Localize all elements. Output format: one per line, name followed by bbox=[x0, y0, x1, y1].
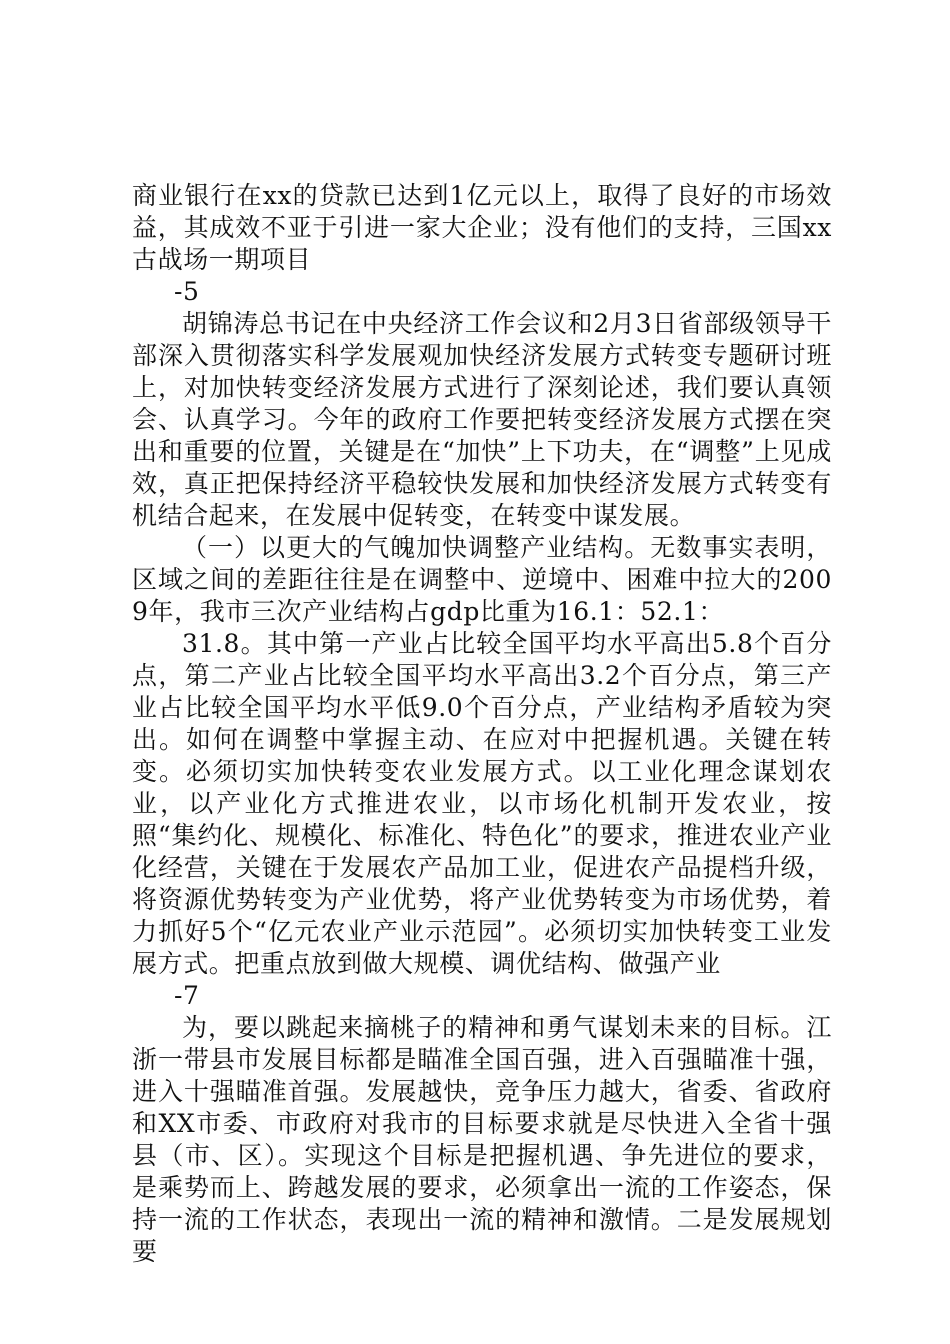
paragraph-loan-summary: 商业银行在xx的贷款已达到1亿元以上，取得了良好的市场效益，其成效不亚于引进一家大企业；没有他们的支持，三国xx古战场一期项目 bbox=[132, 181, 832, 274]
paragraph-economic-transformation: 胡锦涛总书记在中央经济工作会议和2月3日省部级领导干部深入贯彻落实科学发展观加快经济发展方式转变专题研讨班上，对加快转变经济发展方式进行了深刻论述，我们要认真领会、认真学习。今年的政府工作要把转变经济发展方式摆在突出和重要的位置，关键是在“加快”上下功夫，在“调整”上见成效，真正把保持经济平稳较快发展和加快经济发展方式转变有机结合起来，在发展中促转变，在转变中谋发展。 bbox=[132, 309, 832, 530]
paragraph-industrial-structure: （一）以更大的气魄加快调整产业结构。无数事实表明，区域之间的差距往往是在调整中、逆境中、困难中拉大的2009年，我市三次产业结构占gdp比重为16.1：52.1： bbox=[132, 533, 832, 626]
page-marker: -7 bbox=[174, 981, 200, 1010]
paragraph-development-goals: 为，要以跳起来摘桃子的精神和勇气谋划未来的目标。江浙一带县市发展目标都是瞄准全国百强，进入百强瞄准十强，进入十强瞄准首强。发展越快，竞争压力越大，省委、省政府和XX市委、市政府对我市的目标要求就是尽快进入全省十强县（市、区）。实现这个目标是把握机遇、争先进位的要求，是乘势而上、跨越发展的要求，必须拿出一流的工作姿态，保持一流的工作状态，表现出一流的精神和激情。二是发展规划要 bbox=[132, 1013, 832, 1266]
paragraph-industry-ratios: 31.8。其中第一产业占比较全国平均水平高出5.8个百分点，第二产业占比较全国平均水平高出3.2个百分点，第三产业占比较全国平均水平低9.0个百分点，产业结构矛盾较为突出。如何在调整中掌握主动、在应对中把握机遇。关键在转变。必须切实加快转变农业发展方式。以工业化理念谋划农业，以产业化方式推进农业，以市场化机制开发农业，按照“集约化、规模化、标准化、特色化”的要求，推进农业产业化经营，关键在于发展农产品加工业，促进农产品提档升级，将资源优势转变为产业优势，将产业优势转变为市场优势，着力抓好5个“亿元农业产业示范园”。必须切实加快转变工业发展方式。把重点放到做大规模、调优结构、做强产业 bbox=[132, 629, 832, 978]
document-body bbox=[132, 180, 832, 1268]
page-marker: -5 bbox=[174, 277, 200, 306]
